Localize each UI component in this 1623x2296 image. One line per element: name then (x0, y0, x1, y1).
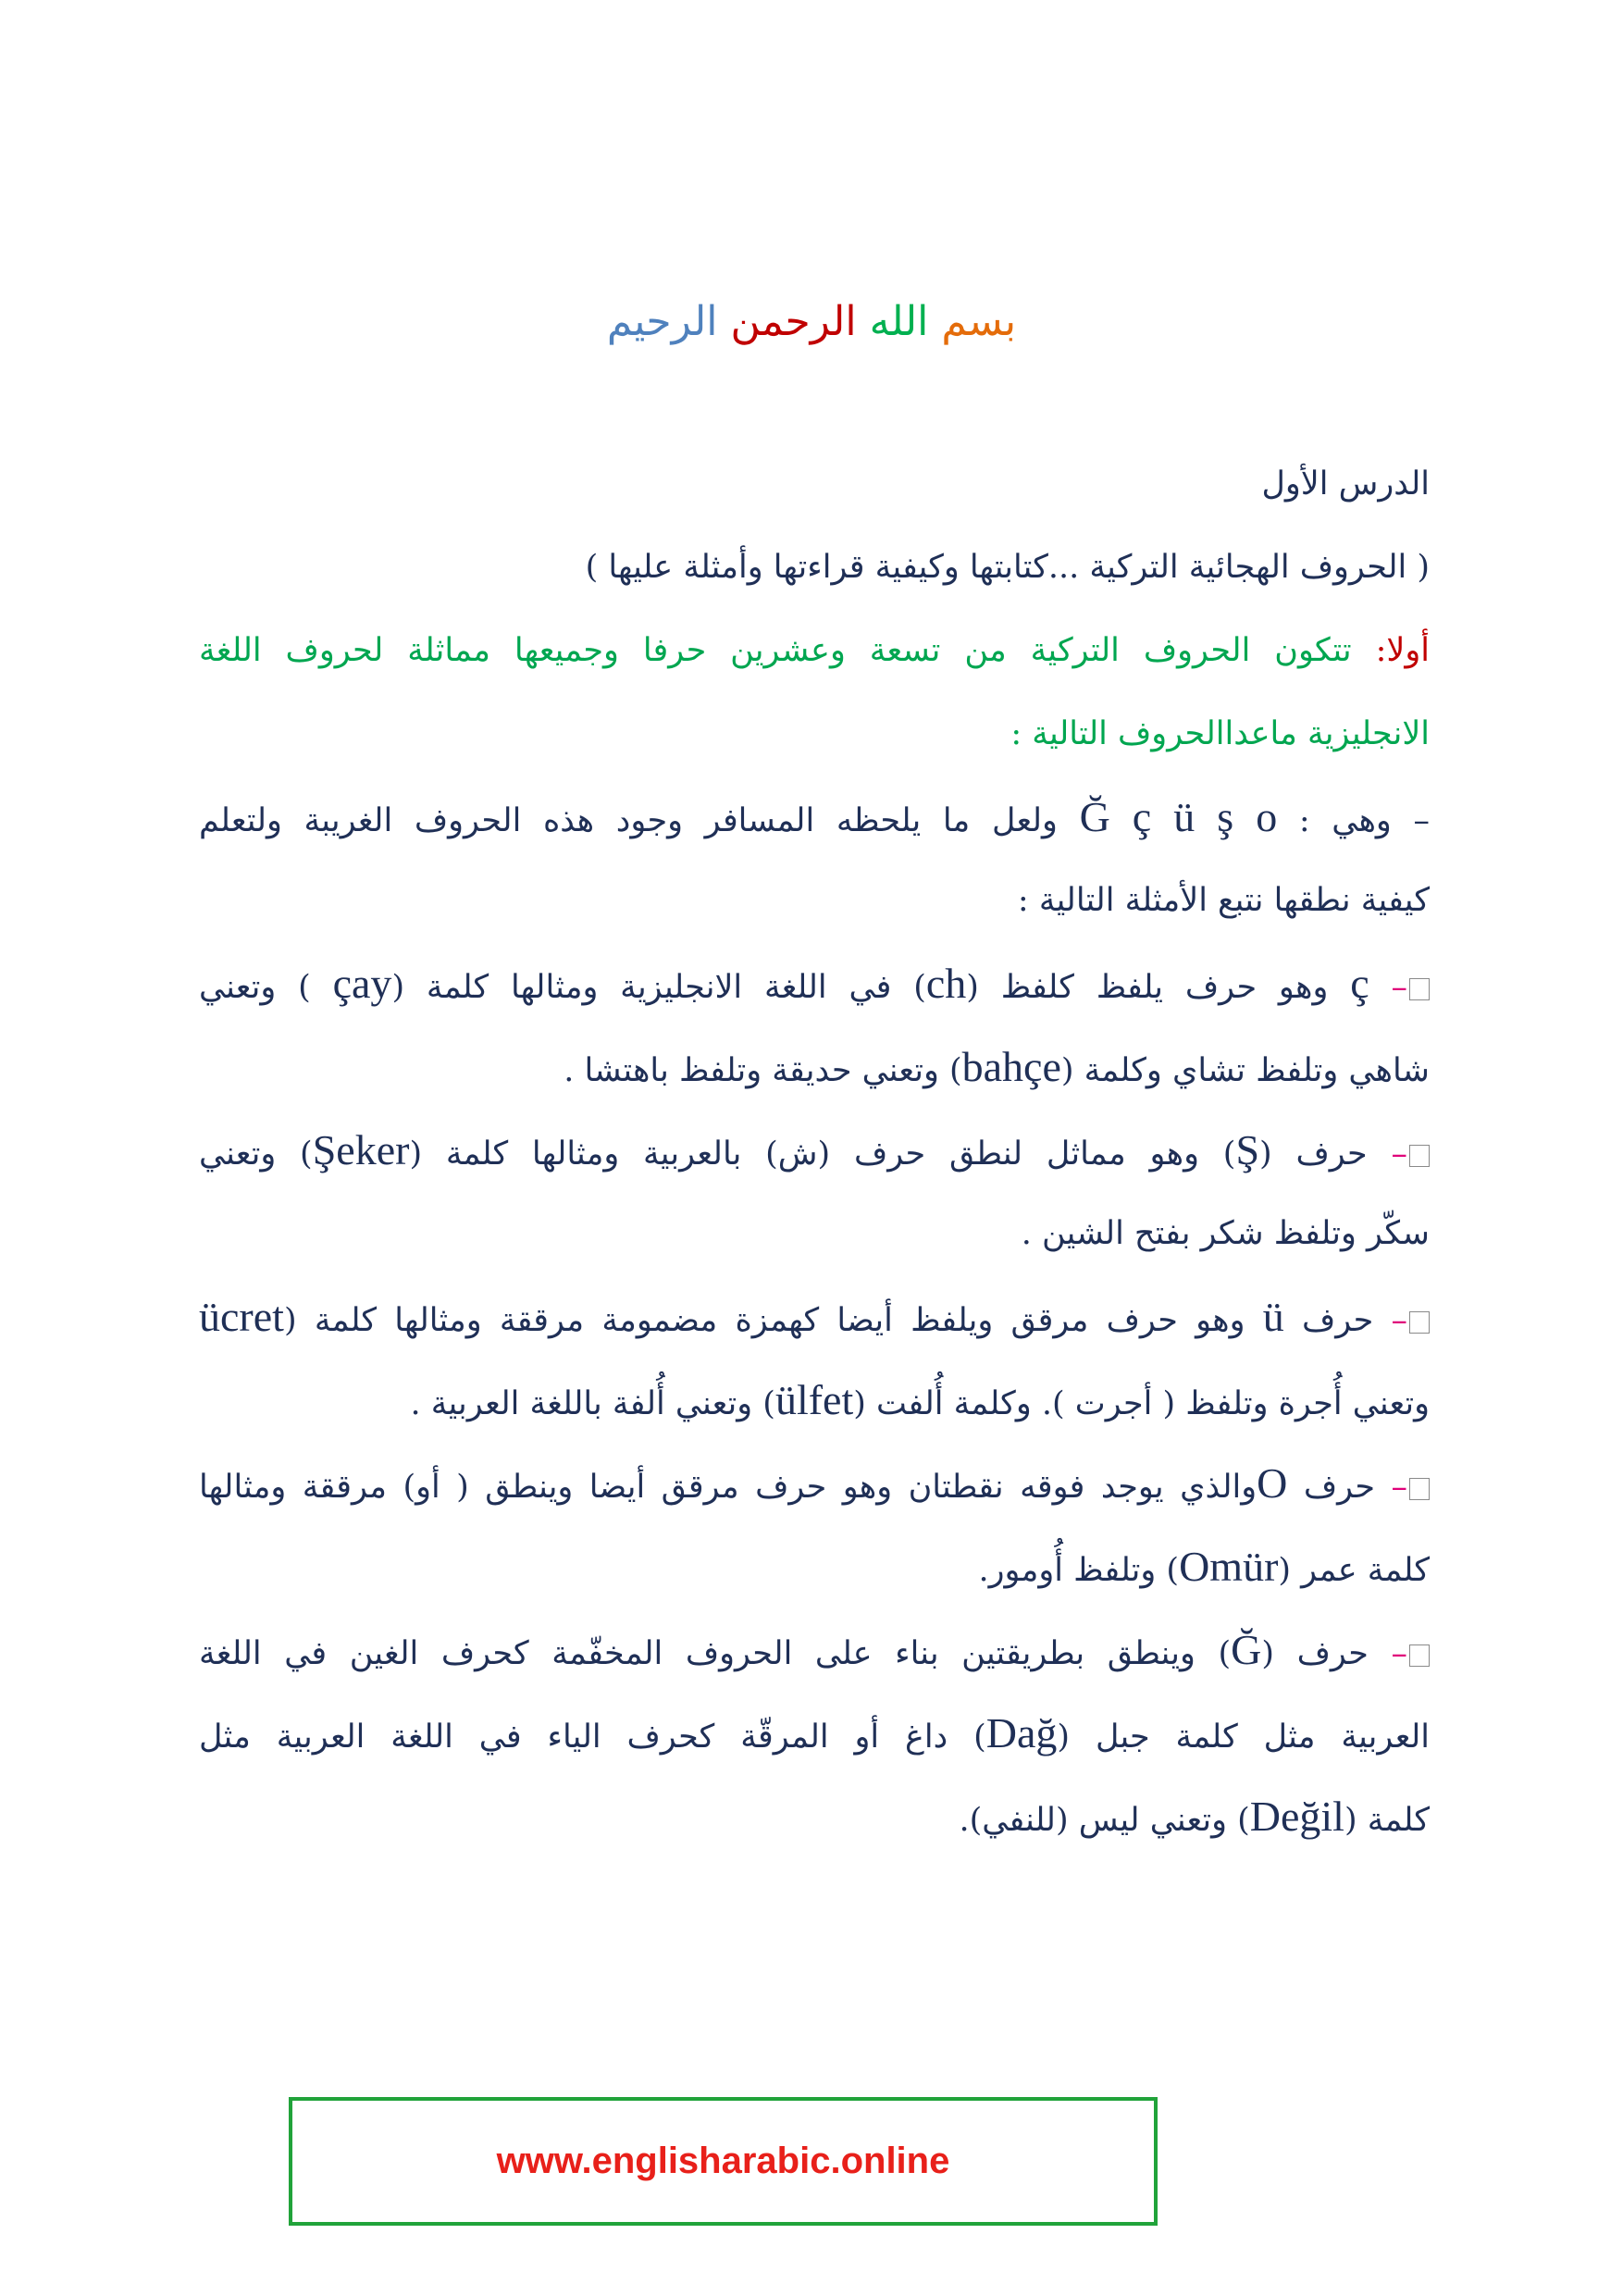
lesson-subtitle-text: ( الحروف الهجائية التركية ...كتابتها وكيفية قراءتها وأمثلة عليها ) (585, 549, 1430, 586)
item-g-line3b: ) وتعني ليس (للنفي). (959, 1802, 1250, 1839)
checkbox-icon (1409, 1311, 1430, 1334)
item-c-text3: ) وتعني (199, 969, 311, 1006)
item-u-line1 (199, 1275, 1430, 1359)
item-dash: – (1391, 1469, 1407, 1506)
item-c-ch: ch (925, 960, 967, 1007)
item-dash: – (1391, 1136, 1407, 1173)
intro-text-line1: تتكون الحروف التركية من تسعة وعشرين حرفا وجميعها مماثلة لحروف اللغة (199, 632, 1352, 669)
item-u-text2: وهو حرف مرقق ويلفظ أيضا كهمزة مضمومة مرققة ومثالها كلمة ( (283, 1302, 1245, 1339)
item-c-word: çay (332, 960, 392, 1007)
special-letters-line (199, 776, 1430, 859)
item-g-line3a: كلمة ( (1344, 1802, 1430, 1839)
item-o-letter: O (1257, 1459, 1288, 1507)
item-u-line2b: ) وتعني أُلفة باللغة العربية . (410, 1385, 775, 1422)
checkbox-icon (1409, 1478, 1430, 1500)
item-g-line1 (199, 1608, 1430, 1692)
basmala-word-rahim: الرحيم (606, 298, 718, 345)
item-g-word2: Değil (1249, 1793, 1344, 1840)
item-s-line1 (199, 1109, 1430, 1192)
special-letters: Ğ ç ü ş o (1079, 793, 1278, 840)
item-s-text3: ) وتعني (199, 1136, 313, 1173)
first-label: أولا: (1375, 632, 1430, 669)
item-s-line2 (199, 1192, 1430, 1275)
checkbox-icon (1409, 1145, 1430, 1167)
item-c-line1 (199, 942, 1430, 1025)
lesson-body (199, 442, 1430, 1858)
item-o-word: Omür (1179, 1543, 1279, 1590)
item-g-line3 (199, 1775, 1430, 1858)
basmala-word-bism: بسم (941, 298, 1017, 345)
item-g-letter: Ğ (1231, 1626, 1262, 1673)
lesson-subtitle (199, 526, 1430, 609)
item-g-text1: حرف ( (1261, 1635, 1369, 1672)
special-line-end: ولعل ما يلحظه المسافر وجود هذه الحروف الغريبة ولتعلم (199, 802, 1058, 839)
item-o-line2 (199, 1525, 1430, 1608)
item-o-text1: حرف (1303, 1469, 1376, 1506)
item-s-text2: ) وهو مماثل لنطق حرف (ش) بالعربية ومثالها كلمة ( (409, 1136, 1236, 1173)
item-c-text2: ) في اللغة الانجليزية ومثالها كلمة ( (391, 969, 926, 1006)
special-line2-text: كيفية نطقها نتبع الأمثلة التالية : (1017, 882, 1430, 919)
intro-paragraph-line2 (199, 692, 1430, 776)
item-g-line2b: ) داغ أو المرقّة كحرف الياء في اللغة العربية مثل (199, 1719, 986, 1756)
item-u-letter: ü (1262, 1293, 1284, 1340)
item-s-line2-text: سكّر وتلفظ شكر بفتح الشين . (1021, 1215, 1430, 1252)
item-dash: – (1391, 1302, 1407, 1339)
item-dash: – (1391, 1635, 1407, 1672)
item-c-line2b: ) وتعني حديقة وتلفظ باهتشا . (564, 1052, 962, 1089)
special-line-start: – وهي : (1298, 802, 1430, 839)
intro-paragraph-line1 (199, 609, 1430, 692)
item-c-text1: وهو حرف يلفظ كلفظ ( (966, 969, 1329, 1006)
item-c-word2: bahçe (961, 1043, 1061, 1090)
item-s-word: Şeker (312, 1126, 410, 1173)
basmala-word-allah: الله (869, 298, 929, 345)
basmala-word-rahman: الرحمن (730, 298, 857, 345)
item-o-line2a: كلمة عمر ( (1278, 1552, 1430, 1589)
checkbox-icon (1409, 1644, 1430, 1667)
item-o-line2b: ) وتلفظ أُومور. (978, 1552, 1180, 1589)
item-c-line2 (199, 1025, 1430, 1109)
intro-text-line2: الانجليزية ماعداالحروف التالية : (1010, 715, 1430, 752)
basmala-heading (0, 285, 1623, 359)
item-g-text2: ) وينطق بطريقتين بناء على الحروف المخفّمة كحرف الغين في اللغة (199, 1635, 1232, 1672)
footer-url-box (289, 2097, 1158, 2226)
item-o-line1 (199, 1442, 1430, 1525)
lesson-title-text: الدرس الأول (1261, 465, 1430, 503)
lesson-title (199, 442, 1430, 526)
checkbox-icon (1409, 978, 1430, 1000)
special-letters-line2 (199, 859, 1430, 942)
item-u-text1: حرف (1302, 1302, 1374, 1339)
item-g-line2a: العربية مثل كلمة جبل ( (1057, 1719, 1431, 1756)
item-g-word: Dağ (985, 1709, 1058, 1756)
item-dash: – (1391, 969, 1407, 1006)
item-g-line2 (199, 1692, 1430, 1775)
item-o-text2: والذي يوجد فوقه نقطتان وهو حرف مرقق أيضا وينطق ( أو) مرققة ومثالها (199, 1469, 1258, 1506)
footer-url-link[interactable]: www.englisharabic.online (496, 2141, 950, 2181)
item-c-letter: ç (1350, 960, 1369, 1007)
item-c-line2a: شاهي وتلفظ تشاي وكلمة ( (1060, 1052, 1430, 1089)
item-u-line2 (199, 1359, 1430, 1442)
item-s-letter: Ş (1235, 1126, 1260, 1173)
item-u-line2a: وتعني أُجرة وتلفظ ( أجرت ). وكلمة أُلفت ( (853, 1385, 1430, 1422)
item-u-word: ücret (199, 1293, 284, 1340)
item-s-text1: حرف ( (1259, 1136, 1368, 1173)
item-u-word2: ülfet (774, 1376, 854, 1423)
